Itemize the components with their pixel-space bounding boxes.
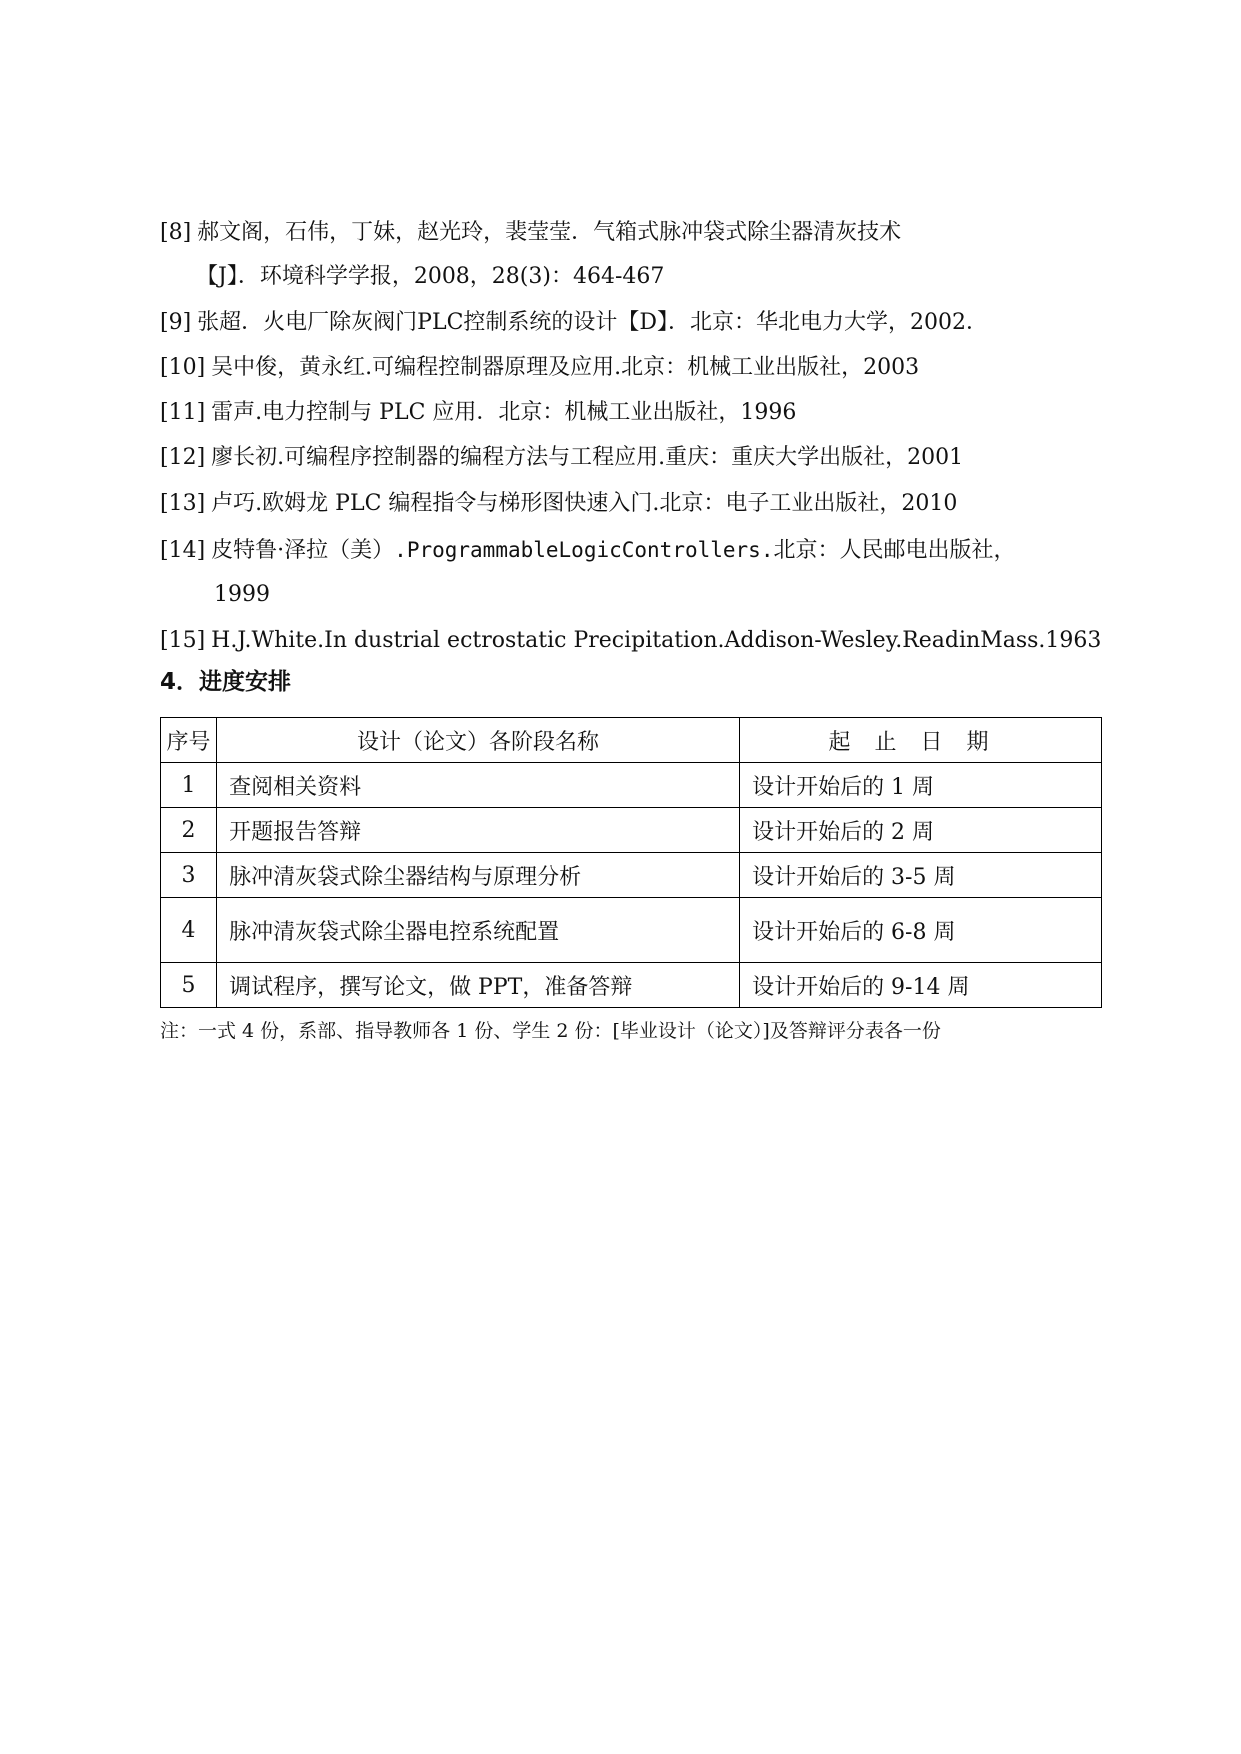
reference-title-mono: .ProgrammableLogicControllers. xyxy=(394,538,774,562)
reference-text: 郝文阁，石伟，丁妹，赵光玲，裴莹莹．气箱式脉冲袋式除尘器清灰技术 xyxy=(197,220,902,245)
table-row xyxy=(161,898,1102,963)
row-dates: 设计开始后的 2 周 xyxy=(740,808,1102,853)
row-stage-name: 开题报告答辩 xyxy=(217,808,740,853)
reference-number: [15] xyxy=(160,628,206,653)
reference-number: [8] xyxy=(160,220,192,245)
reference-15 xyxy=(160,626,1101,656)
reference-text: 卢巧.欧姆龙 PLC 编程指令与梯形图快速入门.北京：电子工业出版社，2010 xyxy=(211,491,958,516)
row-dates: 设计开始后的 6-8 周 xyxy=(740,898,1102,963)
reference-8-continuation: 【J】．环境科学学报，2008，28(3)：464-467 xyxy=(196,264,665,289)
reference-text: H.J.White.In dustrial ectrostatic Precipitation.Addison-Wesley.ReadinMass.1963 xyxy=(211,628,1102,653)
reference-number: [12] xyxy=(160,445,206,470)
reference-14 xyxy=(160,535,1015,566)
row-dates: 设计开始后的 9-14 周 xyxy=(740,963,1102,1008)
table-row xyxy=(161,808,1102,853)
table-row xyxy=(161,853,1102,898)
header-dates xyxy=(740,718,1102,763)
reference-number: [14] xyxy=(160,538,206,563)
reference-11 xyxy=(160,398,796,428)
reference-8 xyxy=(160,218,901,248)
reference-13 xyxy=(160,489,957,519)
reference-text: 雷声.电力控制与 PLC 应用．北京：机械工业出版社，1996 xyxy=(211,400,797,425)
reference-10 xyxy=(160,353,919,383)
reference-number: [13] xyxy=(160,491,206,516)
section-title: 4．进度安排 xyxy=(160,669,292,695)
reference-text: 张超．火电厂除灰阀门PLC控制系统的设计【D】．北京：华北电力大学，2002． xyxy=(197,310,989,335)
reference-text: 皮特鲁·泽拉（美） xyxy=(211,538,395,563)
reference-text: 廖长初.可编程序控制器的编程方法与工程应用.重庆：重庆大学出版社，2001 xyxy=(211,445,964,470)
row-stage-name: 脉冲清灰袋式除尘器结构与原理分析 xyxy=(217,853,740,898)
reference-text: 吴中俊，黄永红.可编程控制器原理及应用.北京：机械工业出版社，2003 xyxy=(211,355,920,380)
reference-number: [10] xyxy=(160,355,206,380)
schedule-table xyxy=(160,717,1102,1008)
reference-12 xyxy=(160,443,963,473)
footnote: 注：一式 4 份，系部、指导教师各 1 份、学生 2 份：[毕业设计（论文）]及答辩评分表各一份 xyxy=(160,1020,941,1042)
row-number: 2 xyxy=(161,808,217,853)
table-row xyxy=(161,763,1102,808)
row-number: 5 xyxy=(161,963,217,1008)
reference-publisher: 北京：人民邮电出版社， xyxy=(773,538,1016,563)
table-row xyxy=(161,963,1102,1008)
reference-number: [9] xyxy=(160,310,192,335)
row-dates: 设计开始后的 1 周 xyxy=(740,763,1102,808)
table-header-row xyxy=(161,718,1102,763)
row-dates: 设计开始后的 3-5 周 xyxy=(740,853,1102,898)
header-number: 序号 xyxy=(161,718,217,763)
row-stage-name: 脉冲清灰袋式除尘器电控系统配置 xyxy=(217,898,740,963)
row-number: 3 xyxy=(161,853,217,898)
header-dates-label: 起止日期 xyxy=(828,729,1013,755)
reference-number: [11] xyxy=(160,400,206,425)
header-stage-name: 设计（论文）各阶段名称 xyxy=(217,718,740,763)
row-number: 4 xyxy=(161,898,217,963)
row-stage-name: 调试程序，撰写论文，做 PPT，准备答辩 xyxy=(217,963,740,1008)
reference-9 xyxy=(160,308,988,338)
row-number: 1 xyxy=(161,763,217,808)
reference-14-continuation: 1999 xyxy=(214,582,270,607)
row-stage-name: 查阅相关资料 xyxy=(217,763,740,808)
